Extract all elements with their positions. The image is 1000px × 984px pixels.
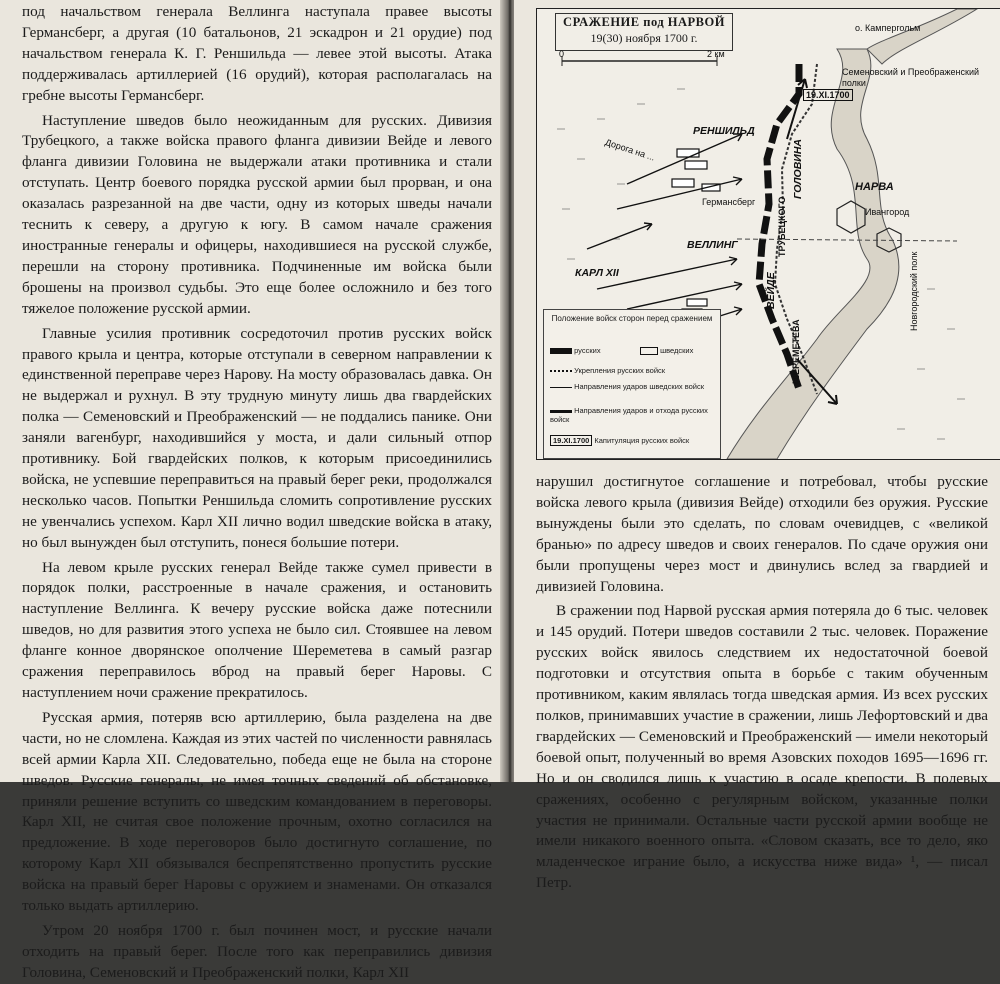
legend-swedish-swatch (640, 347, 658, 355)
label-karl: КАРЛ XII (575, 267, 619, 279)
legend-title: Положение войск сторон перед сражением (551, 314, 713, 323)
label-veide: ВЕЙДЕ (765, 272, 777, 309)
swedish-units (672, 149, 720, 326)
map-title-line2: 19(30) ноября 1700 г. (590, 31, 698, 45)
scale-end: 2 км (707, 49, 725, 59)
legend-swedish-strike-swatch (550, 387, 572, 388)
map-title (555, 13, 733, 51)
legend-russian (550, 346, 601, 355)
legend-capitulation-date: 19.XI.1700 (550, 435, 592, 446)
legend-swedish (640, 346, 693, 355)
scale-zero: 0 (559, 49, 565, 59)
label-novgorod: Новгородский полк (909, 251, 919, 331)
legend-russian-strikes (550, 406, 710, 424)
paragraph: Русская армия, потеряв всю артиллерию, была разделена на две части, но не сломлена. Каждая из этих частей по численности равнялась всей армии Карла XII. Следовательно, победа еще не была на стороне шведов. Русские генералы, не имея точных сведений об обстановке, приняли решение вступить со шведским командованием в переговоры. Карл XII, не считая свое положение прочным, охотно согласился на предложение. В ходе переговоров было достигнуто соглашение, по которому Карл XII обязывался беспрепятственно пропустить русские войска на правый берег Наровы с оружием и знаменами. Он отказался только выдать артиллерию. (22, 708, 492, 915)
legend-swedish-strike-label: Направления ударов шведских войск (574, 382, 705, 391)
label-narva: НАРВА (855, 181, 894, 193)
river-narova (727, 49, 899, 459)
scale-bar (562, 56, 717, 66)
paragraph: нарушил достигнутое соглашение и потребовал, чтобы русские войска левого крыла (дивизия Вейде) отходили без оружия. Русские вынуждены были это сделать, по словам очевидцев, с «великой бранью» по адресу шведов и своих генералов. По сдаче оружия они были пропущены через мост и двинулись вслед за гвардией и дивизией Головина. (536, 473, 988, 595)
label-road: Дорога на ... (603, 137, 657, 163)
label-velling: ВЕЛЛИНГ (687, 239, 738, 251)
legend-swedish-label: шведских (660, 346, 694, 355)
paragraph: Главные усилия противник сосредоточил против русских войск правого крыла и центра, которые отступали в северном направлении к единственной переправе через Нарову. На мосту образовалась давка. Он не выдержал и рухнул. В эту трудную минуту лишь два гвардейских полка — Семеновский и Преображенский — не поддались панике. Они заняли вагенбург, находившийся у моста, и дали сильный отпор противнику. Бой гвардейских полков, к которым присоединились войска, не успевшие переправиться на правый берег реки, продолжался несколько часов. Попытки Реншильда сломить сопротивление русских не увенчались успехом. Карл XII лично водил шведские войска в атаку, но был вынужден был отступить, понеся большие потери. (22, 324, 492, 551)
paragraph: под начальством генерала Веллинга наступала правее высоты Германсберг, а другая (10 батальонов, 21 эскадрон и 21 орудие) под начальством генерала К. Г. Реншильда — левее этой высоты. Атака поддерживалась артиллерией (16 орудий), которая располагалась на гребне высоты Германсберг. (22, 3, 492, 104)
label-germansberg: Германсберг (702, 197, 756, 207)
paragraph: На левом крыле русских генерал Вейде также сумел привести в порядок полки, расстроенные в начале сражения, и остановить наступление Веллинга. К вечеру русские войска даже потеснили шведов, но для развития этого успеха не было сил. Стоявшее на левом фланге конное дворянское ополчение Шереметева в самый разгар сражения переправилось вброд на правый берег Наровы. С наступлением ночи сражение прекратилось. (22, 558, 492, 701)
label-golovina: ГОЛОВИНА (792, 138, 804, 199)
label-date-box: 19.XI.1700 (803, 89, 853, 101)
legend-fort-label: Укрепления русских войск (574, 366, 666, 375)
label-trubetskogo: ТРУБЕЦКОГО (777, 196, 787, 257)
map-legend (543, 309, 721, 459)
label-ivangorod: Ивангород (865, 207, 910, 217)
legend-capitulation-label: Капитуляция русских войск (594, 436, 690, 445)
legend-fort-swatch (550, 370, 572, 372)
legend-swedish-strikes (550, 382, 710, 391)
map-title-line1: СРАЖЕНИЕ под НАРВОЙ (563, 15, 725, 29)
label-kamperholm: о. Кампергольм (855, 23, 921, 33)
label-semenovsky: Семеновский и Преображенский полки (842, 67, 980, 88)
label-renshild: РЕНШИЛЬД (693, 125, 755, 137)
legend-russian-label: русских (574, 346, 601, 355)
legend-capitulation (550, 436, 689, 445)
right-page-text (536, 472, 988, 894)
legend-russian-swatch (550, 348, 572, 354)
legend-fortifications (550, 366, 665, 375)
legend-russian-strike-label: Направления ударов и отхода русских войск (550, 406, 708, 424)
paragraph: Утром 20 ноября 1700 г. был починен мост, и русские начали отходить на правый берег. После того как переправились дивизия Головина, Семеновский и Преображенский полки, Карл XII (22, 921, 492, 981)
battle-map (536, 8, 1000, 460)
label-sheremeteva: ШЕРЕМЕТЕВА (791, 319, 801, 384)
legend-russian-strike-swatch (550, 410, 572, 413)
paragraph: Наступление шведов было неожиданным для русских. Дивизия Трубецкого, а также войска правого фланга дивизии Вейде и левого фланга дивизии Головина не выдержали атаки противника и стали отступать. Центр боевого порядка русской армии был прорван, и она оказалась разрезанной на две части, одну из которых шведы начали теснить к северу, а другую к югу. В самом начале сражения иностранные генералы и офицеры, находившиеся на русской службе, перешли на сторону противника. Подчиненные им войска были брошены на произвол судьбы. Это еще более осложнило и без того тяжелое положение русской армии. (22, 111, 492, 317)
right-page (514, 0, 1000, 892)
paragraph: В сражении под Нарвой русская армия потеряла до 6 тыс. человек и 145 орудий. Потери шведов составили 2 тыс. человек. Поражение русских войск явилось следствием их недостаточной боевой подготовки и отсутствия опыта в борьбе с таким обученным противником, каким являлась тогда шведская армия. Из всех русских полков, принимавших участие в сражении, лишь Лефортовский и два гвардейских — Семеновский и Преображенский — имели некоторый боевой опыт, полученный во время Азовских походов 1695—1696 гг. Но и он сводился лишь к участию в осаде крепости. В полевых сражениях, особенно с регулярным войском, указанные полки участия не принимали. Остальные части русской армии вообще не имели никакого военного опыта. «Словом сказать, все то дело, яко младенческое играние было, а искусства ниже вида» ¹, — писал Петр. (536, 602, 988, 892)
